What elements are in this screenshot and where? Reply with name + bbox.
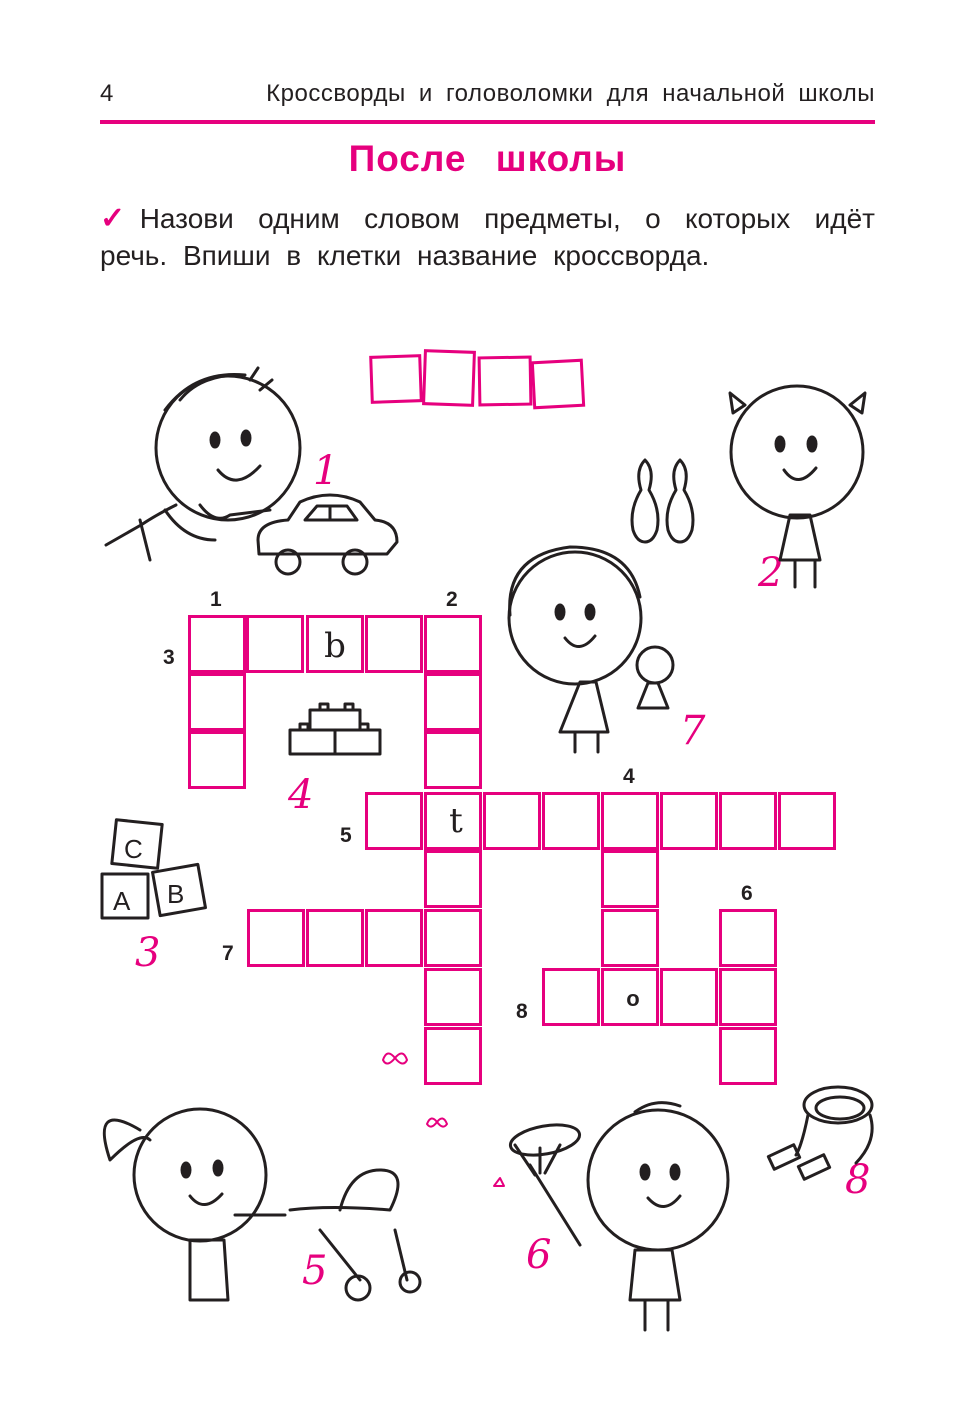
- checkmark-icon: ✓: [100, 202, 134, 235]
- clue-number-1: 1: [210, 588, 222, 611]
- boy-with-net-icon: [508, 1103, 728, 1330]
- picture-number-8: 8: [845, 1157, 871, 1203]
- clue-number-4: 4: [623, 765, 635, 788]
- given-letter-b: b: [324, 626, 346, 666]
- given-letter-t: t: [449, 801, 463, 841]
- page-number: 4: [100, 80, 114, 107]
- toy-car-icon: [258, 495, 397, 574]
- clue-number-3: 3: [163, 646, 175, 669]
- girl-with-bows-icon: [730, 386, 865, 587]
- page-title: После школы: [348, 138, 627, 179]
- clue-number-2: 2: [446, 588, 458, 611]
- picture-number-2: 2: [758, 550, 784, 596]
- clue-number-5: 5: [340, 824, 352, 847]
- girl-with-doll-icon: [509, 547, 673, 752]
- clue-number-7: 7: [222, 942, 234, 965]
- picture-number-6: 6: [526, 1232, 552, 1278]
- task-line: Назови одним словом предметы, о которых идёт речь. Впиши в клетки название кроссворда.: [100, 203, 875, 271]
- picture-number-3: 3: [135, 930, 161, 976]
- jump-rope-icon: [768, 1087, 872, 1179]
- picture-number-5: 5: [302, 1248, 328, 1294]
- cube-letter-c: C: [124, 834, 143, 864]
- girl-with-stroller-icon: [104, 1109, 420, 1300]
- building-blocks-icon: [290, 704, 380, 754]
- picture-number-4: 4: [288, 772, 314, 818]
- clue-number-8: 8: [516, 1000, 528, 1023]
- cube-letter-b: B: [167, 879, 185, 909]
- picture-number-1: 1: [313, 448, 339, 494]
- boy-crawling-icon: [106, 368, 300, 560]
- picture-number-7: 7: [680, 708, 706, 754]
- given-letter-o: о: [626, 986, 640, 1011]
- running-head: Кроссворды и головоломки для начальной школы: [266, 80, 875, 107]
- bowling-pins-icon: [632, 460, 693, 542]
- butterfly-icon: [383, 1053, 504, 1186]
- cube-letter-a: A: [113, 886, 131, 916]
- clue-number-6: 6: [741, 882, 753, 905]
